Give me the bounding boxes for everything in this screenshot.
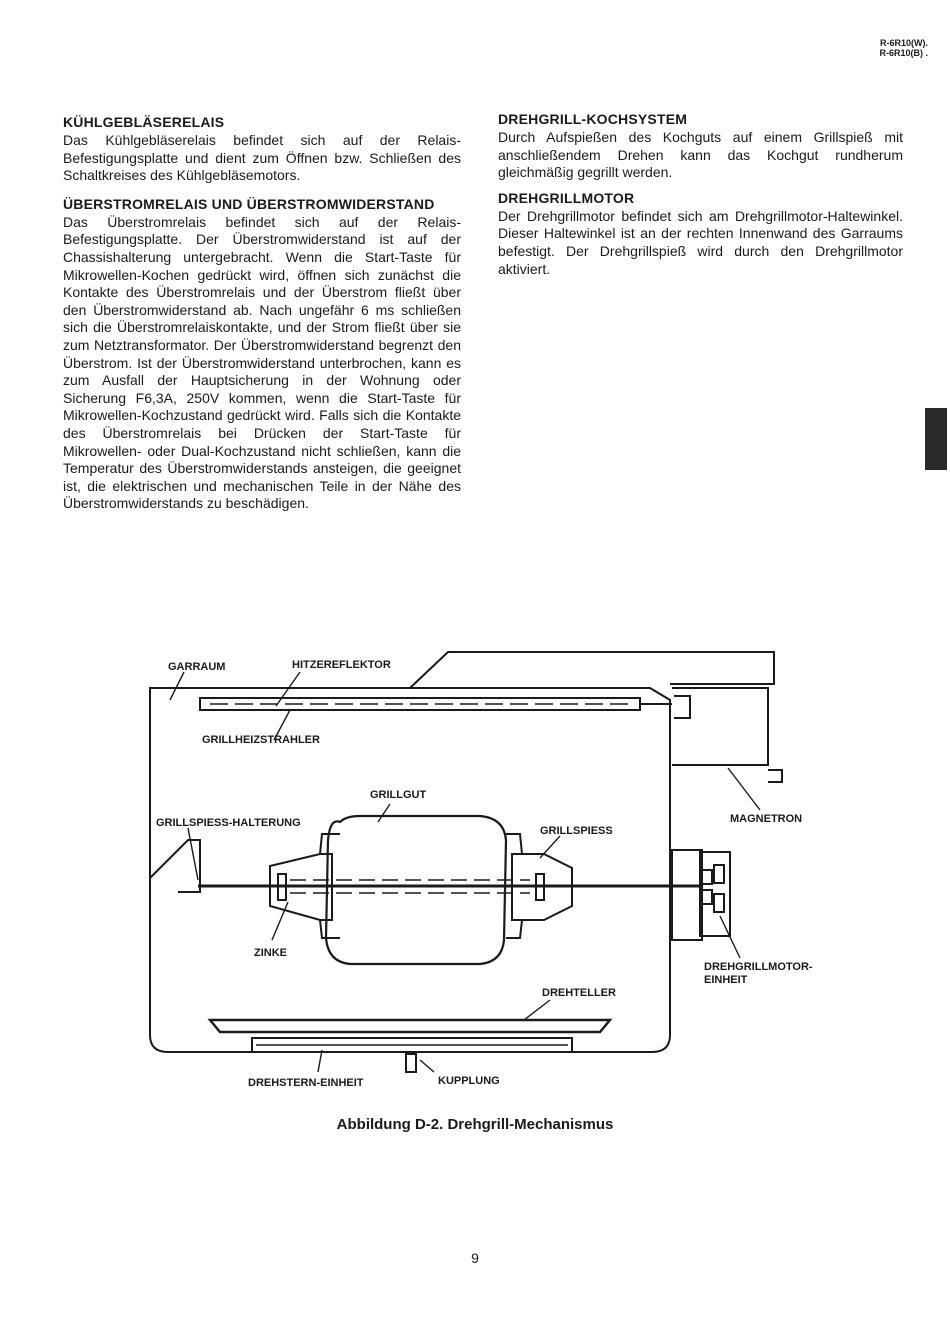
- page-number: 9: [471, 1250, 479, 1266]
- label-hitzereflektor: HITZEREFLEKTOR: [292, 659, 391, 671]
- label-grillspiess-halterung: GRILLSPIESS-HALTERUNG: [156, 817, 301, 829]
- label-drehgrillmotor-1: DREHGRILLMOTOR-: [704, 961, 813, 973]
- heading-ueberstromrelais: ÜBERSTROMRELAIS UND ÜBERSTROMWIDERSTAND: [63, 195, 435, 212]
- label-zinke: ZINKE: [254, 947, 287, 959]
- paragraph-kuehlgeblaeserelais: Das Kühlgebläserelais befindet sich auf der Relais-Befestigungsplatte und dient zum Öffnen bzw. Schließen des Schaltkreises des Kühlgebläsemotors.: [63, 132, 461, 184]
- label-drehgrillmotor-2: EINHEIT: [704, 974, 748, 986]
- paragraph-drehgrillmotor: Der Drehgrillmotor befindet sich am Drehgrillmotor-Haltewinkel. Dieser Haltewinkel ist an der rechten Innenwand des Garraums befestigt. Der Drehgrillspieß wird durch den Drehgrillmotor aktiviert.: [498, 207, 903, 277]
- label-kupplung: KUPPLUNG: [438, 1075, 500, 1087]
- label-grillgut: GRILLGUT: [370, 789, 427, 801]
- magnetron-housing: [672, 688, 768, 765]
- paragraph-drehgrill-kochsystem: Durch Aufspießen des Kochguts auf einem Grillspieß mit anschließendem Drehen kann das Kochgut rundherum gleichmäßig gegrillt werden.: [498, 129, 903, 181]
- section-tab-marker: [925, 408, 947, 470]
- label-grillheizstrahler: GRILLHEIZSTRAHLER: [202, 734, 320, 746]
- figure-caption: Abbildung D-2. Drehgrill-Mechanismus: [336, 1116, 614, 1133]
- coupling: [406, 1054, 416, 1072]
- rotisserie-diagram: [60, 640, 910, 1100]
- turntable: [210, 1020, 610, 1032]
- left-column: [63, 114, 461, 524]
- rotisserie-motor-unit: [672, 850, 702, 940]
- label-drehteller: DREHTELLER: [542, 987, 616, 999]
- label-garraum: GARRAUM: [168, 661, 226, 673]
- paragraph-ueberstromrelais: Das Überstromrelais befindet sich auf der Relais-Befestigungsplatte. Der Überstromwiderstand ist auf der Chassishalterung untergebracht. Wenn die Start-Taste für Mikrowellen-Kochen gedrückt wird, öffnen sich zunächst die Kontakte des Überstromrelais und der Überstrom fließt über den Überstromwiderstand ab. Nach ungefähr 6 ms schließen sich die Überstromrelaiskontakte, und der Strom fließt über sie zum Netztransformator. Der Überstromwiderstand begrenzt den Überstrom. Ist der Überstromwiderstand unterbrochen, kann es zum Ausfall der Hauptsicherung in der Wohnung oder Sicherung F6,3A, 250V kommen, wenn die Start-Taste für Mikrowellen-Kochzustand gedrückt wird. Falls sich die Kontakte des Überstromrelais bei Drücken der Start-Taste für Mikrowellen- oder Dual-Kochzustand nicht schließen, kann die Temperatur des Überstromwiderstands ansteigen, die geeignet ist, die elektrischen und mechanischen Teile in der Nähe des Überstromwiderstands zu beschädigen.: [63, 213, 461, 512]
- model-number-line2: R-6R10(B) .: [879, 48, 928, 58]
- label-drehstern-einheit: DREHSTERN-EINHEIT: [248, 1077, 364, 1089]
- right-column: [498, 111, 903, 289]
- heading-kuehlgeblaeserelais: KÜHLGEBLÄSERELAIS: [63, 114, 225, 130]
- model-number: [879, 38, 928, 58]
- label-magnetron: MAGNETRON: [730, 813, 803, 825]
- label-grillspiess: GRILLSPIESS: [540, 825, 613, 837]
- food: [326, 816, 506, 964]
- heading-drehgrillmotor: DREHGRILLMOTOR: [498, 189, 635, 206]
- heading-drehgrill-kochsystem: DREHGRILL-KOCHSYSTEM: [498, 111, 688, 127]
- model-number-line1: R-6R10(W).: [879, 38, 928, 48]
- heat-reflector-housing: [410, 652, 774, 688]
